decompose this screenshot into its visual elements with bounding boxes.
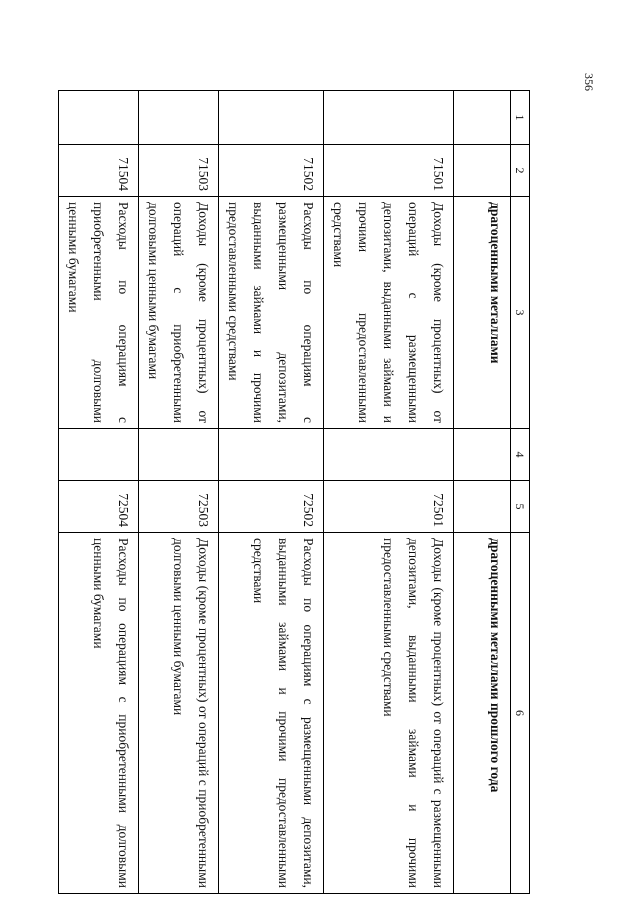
row-col-1 (139, 91, 219, 145)
row-code-left: 71501 (324, 145, 454, 197)
header-col-4: 4 (511, 429, 530, 481)
continuation-row (454, 91, 511, 894)
cont-col-2 (454, 145, 511, 197)
row-desc-right: Расходы по операциям с размещенными депозитами, выданными займами и прочими предоставленными средствами (219, 533, 324, 894)
table-row (324, 91, 454, 894)
row-code-right: 72501 (324, 481, 454, 533)
row-col-1 (324, 91, 454, 145)
row-desc-left: Доходы (кроме процентных) от операций с размещенными депозитами, выданными займами и прочими предоставленными средствами (324, 197, 454, 429)
page-number: 356 (582, 73, 596, 91)
table-row (59, 91, 139, 894)
row-col-4 (324, 429, 454, 481)
row-code-right: 72502 (219, 481, 324, 533)
rotated-table-container (66, 90, 530, 893)
header-col-3: 3 (511, 197, 530, 429)
header-col-6: 6 (511, 533, 530, 894)
cont-col-5 (454, 481, 511, 533)
table-row (219, 91, 324, 894)
row-col-4 (59, 429, 139, 481)
row-desc-left: Доходы (кроме процентных) от операций с приобретенными долговыми ценными бумагами (139, 197, 219, 429)
cont-col-1 (454, 91, 511, 145)
row-desc-left: Расходы по операциям с приобретенными долговыми ценными бумагами (59, 197, 139, 429)
row-desc-right: Расходы по операциям с приобретенными долговыми ценными бумагами (59, 533, 139, 894)
row-col-1 (59, 91, 139, 145)
row-code-left: 71504 (59, 145, 139, 197)
row-code-right: 72504 (59, 481, 139, 533)
row-desc-right: Доходы (кроме процентных) от операций с размещенными депозитами, выданными займами и прочими предоставленными средствами (324, 533, 454, 894)
cont-col-4 (454, 429, 511, 481)
header-row (511, 91, 530, 894)
row-code-left: 71503 (139, 145, 219, 197)
row-col-4 (219, 429, 324, 481)
header-col-1: 1 (511, 91, 530, 145)
header-col-5: 5 (511, 481, 530, 533)
row-col-1 (219, 91, 324, 145)
cont-col-6: драгоценными металлами прошлого года (454, 533, 511, 894)
row-desc-left: Расходы по операциям с размещенными депозитами, выданными займами и прочими предоставленными средствами (219, 197, 324, 429)
row-col-4 (139, 429, 219, 481)
row-code-right: 72503 (139, 481, 219, 533)
row-desc-right: Доходы (кроме процентных) от операций с приобретенными долговыми ценными бумагами (139, 533, 219, 894)
row-code-left: 71502 (219, 145, 324, 197)
header-col-2: 2 (511, 145, 530, 197)
table-row (139, 91, 219, 894)
accounts-table (58, 90, 530, 894)
cont-col-3: драгоценными металлами (454, 197, 511, 429)
